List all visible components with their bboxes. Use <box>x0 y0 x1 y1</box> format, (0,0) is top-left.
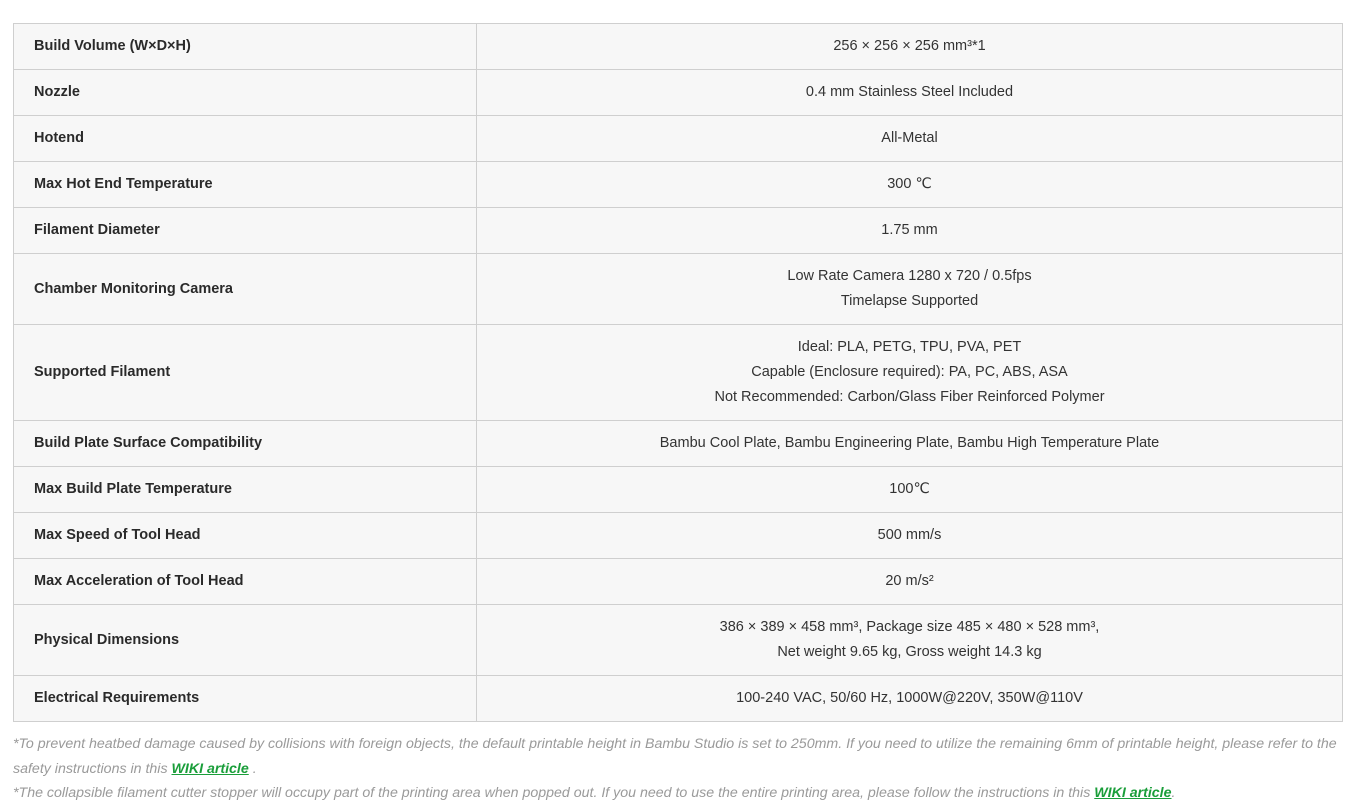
spec-label: Filament Diameter <box>14 208 477 254</box>
spec-label: Max Speed of Tool Head <box>14 513 477 559</box>
spec-row-supported-filament <box>14 325 1343 421</box>
spec-row-max-build-plate-temperature <box>14 467 1343 513</box>
spec-row-chamber-monitoring-camera <box>14 254 1343 325</box>
spec-row-nozzle <box>14 70 1343 116</box>
spec-row-build-volume <box>14 24 1343 70</box>
spec-label: Max Hot End Temperature <box>14 162 477 208</box>
spec-value <box>477 513 1343 559</box>
spec-row-max-hot-end-temperature <box>14 162 1343 208</box>
spec-value-line: 100-240 VAC, 50/60 Hz, 1000W@220V, 350W@110V <box>736 690 1083 706</box>
spec-label: Max Acceleration of Tool Head <box>14 559 477 605</box>
specs-table <box>13 23 1343 722</box>
spec-value <box>477 116 1343 162</box>
spec-value <box>477 162 1343 208</box>
footnote-tail: . <box>1171 785 1176 801</box>
spec-label: Build Plate Surface Compatibility <box>14 421 477 467</box>
spec-value <box>477 24 1343 70</box>
spec-label: Physical Dimensions <box>14 605 477 676</box>
spec-value-line: Not Recommended: Carbon/Glass Fiber Reinforced Polymer <box>714 389 1105 405</box>
footnote-tail: . <box>248 760 257 777</box>
spec-value-line: 386 × 389 × 458 mm³, Package size 485 × 480 × 528 mm³, <box>719 619 1100 635</box>
spec-label: Hotend <box>14 116 477 162</box>
spec-row-hotend <box>14 116 1343 162</box>
wiki-article-link[interactable]: WIKI article <box>171 760 249 777</box>
spec-value <box>477 70 1343 116</box>
spec-value <box>477 421 1343 467</box>
wiki-article-link[interactable]: WIKI article <box>1094 785 1172 801</box>
spec-value-line: 1.75 mm <box>881 222 938 238</box>
footnote-heatbed <box>13 732 1348 781</box>
spec-value-line: Capable (Enclosure required): PA, PC, ABS, ASA <box>751 364 1068 380</box>
footnote-filament-cutter <box>13 781 1348 806</box>
spec-row-max-speed-of-tool-head <box>14 513 1343 559</box>
spec-value-line: 20 m/s² <box>885 573 934 589</box>
spec-label: Electrical Requirements <box>14 676 477 722</box>
spec-label: Chamber Monitoring Camera <box>14 254 477 325</box>
spec-label: Supported Filament <box>14 325 477 421</box>
spec-value-line: 0.4 mm Stainless Steel Included <box>805 84 1014 100</box>
spec-row-physical-dimensions <box>14 605 1343 676</box>
spec-label: Nozzle <box>14 70 477 116</box>
spec-value-line: Timelapse Supported <box>840 293 979 309</box>
spec-value <box>477 559 1343 605</box>
spec-row-build-plate-surface-compatibility <box>14 421 1343 467</box>
spec-value-line: 300 ℃ <box>887 176 932 192</box>
spec-row-electrical-requirements <box>14 676 1343 722</box>
spec-label: Build Volume (W×D×H) <box>14 24 477 70</box>
specs-container <box>13 23 1343 722</box>
spec-row-max-acceleration-of-tool-head <box>14 559 1343 605</box>
spec-value-line: 500 mm/s <box>877 527 942 543</box>
spec-value <box>477 605 1343 676</box>
spec-value-line: 100℃ <box>889 481 930 497</box>
footnotes <box>13 732 1348 806</box>
spec-value-line: Bambu Cool Plate, Bambu Engineering Plate, Bambu High Temperature Plate <box>659 435 1160 451</box>
spec-value-line: Net weight 9.65 kg, Gross weight 14.3 kg <box>777 644 1042 660</box>
spec-value <box>477 208 1343 254</box>
spec-value <box>477 467 1343 513</box>
spec-label: Max Build Plate Temperature <box>14 467 477 513</box>
footnote-text: *To prevent heatbed damage caused by collisions with foreign objects, the default printable height in Bambu Studio is set to 250mm. If you need to utilize the remaining 6mm of printable height, please refer to the safety instructions in this <box>13 736 1337 777</box>
spec-value-line: All-Metal <box>881 130 938 146</box>
spec-value-line: 256 × 256 × 256 mm³*1 <box>833 38 986 54</box>
spec-value <box>477 254 1343 325</box>
spec-value <box>477 676 1343 722</box>
spec-value-line: Low Rate Camera 1280 x 720 / 0.5fps <box>787 268 1032 284</box>
footnote-text: *The collapsible filament cutter stopper will occupy part of the printing area when popped out. If you need to use the entire printing area, please follow the instructions in this <box>13 785 1095 801</box>
spec-value <box>477 325 1343 421</box>
spec-row-filament-diameter <box>14 208 1343 254</box>
specs-table-body <box>14 24 1343 722</box>
spec-value-line: Ideal: PLA, PETG, TPU, PVA, PET <box>797 339 1022 355</box>
